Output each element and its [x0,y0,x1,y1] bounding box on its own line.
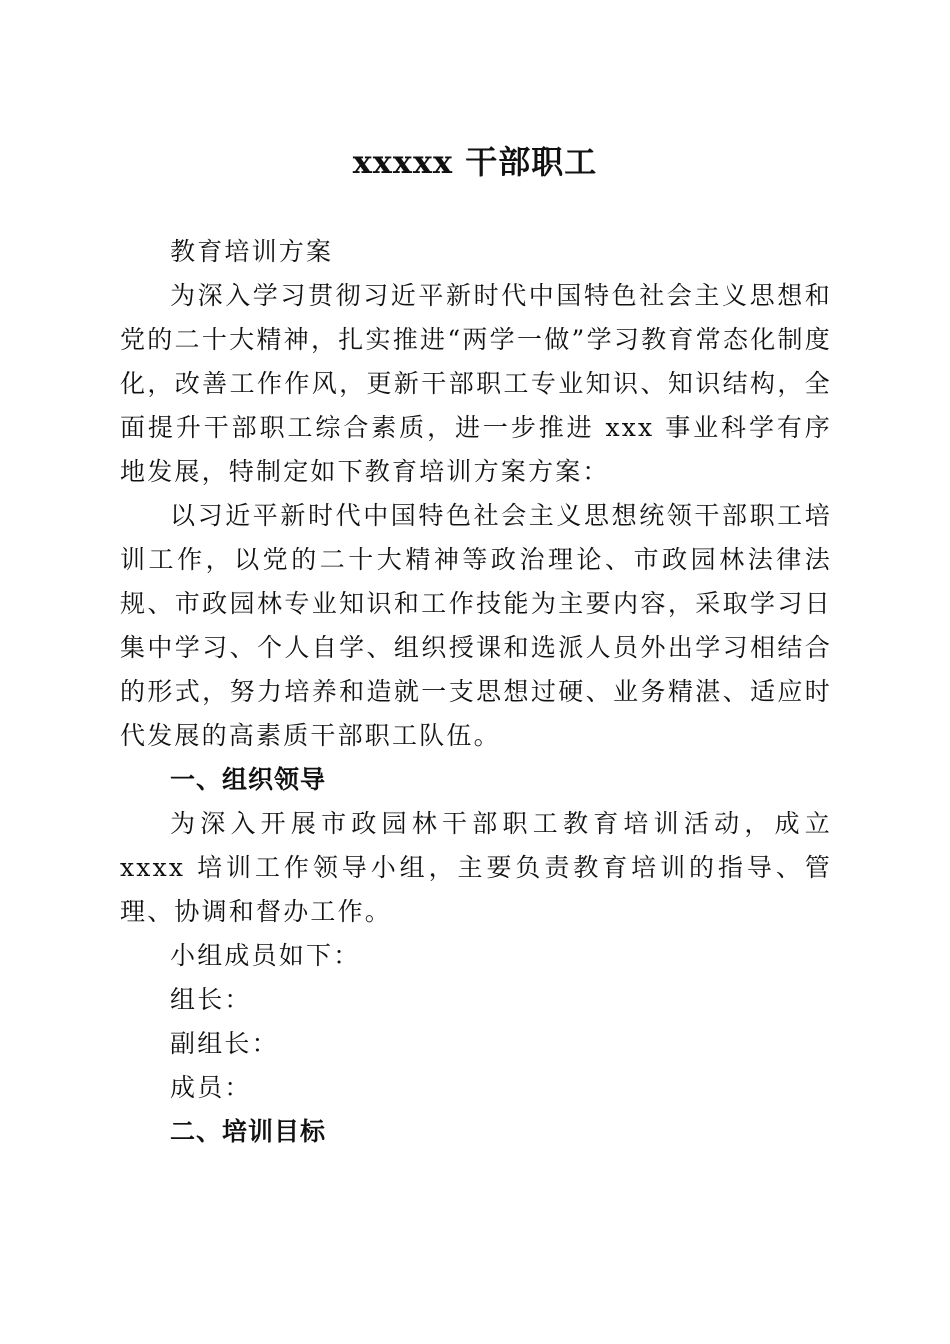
document-body [120,230,832,1154]
document-title: xxxxx 干部职工 [352,143,598,181]
leader-line: 组长： [170,985,252,1014]
section-heading-organization: 一、组织领导 [170,765,327,794]
section-heading-training-goals: 二、培训目标 [170,1117,327,1146]
organization-paragraph: 为深入开展市政园林干部职工教育培训活动，成立 xxxx 培训工作领导小组，主要负责教育培训的指导、管理、协调和督办工作。 [120,809,832,926]
members-intro: 小组成员如下： [170,941,361,970]
guiding-paragraph: 以习近平新时代中国特色社会主义思想统领干部职工培训工作，以党的二十大精神等政治理论、市政园林法律法规、市政园林专业知识和工作技能为主要内容，采取学习日集中学习、个人自学、组织授课和选派人员外出学习相结合的形式，努力培养和造就一支思想过硬、业务精湛、适应时代发展的高素质干部职工队伍。 [120,501,832,750]
subtitle-paragraph: 教育培训方案 [170,237,334,266]
intro-paragraph: 为深入学习贯彻习近平新时代中国特色社会主义思想和党的二十大精神，扎实推进“两学一做”学习教育常态化制度化，改善工作作风，更新干部职工专业知识、知识结构，全面提升干部职工综合素质，进一步推进 xxx 事业科学有序地发展，特制定如下教育培训方案方案： [120,281,832,486]
deputy-leader-line: 副组长： [170,1029,279,1058]
members-line: 成员： [170,1073,252,1102]
